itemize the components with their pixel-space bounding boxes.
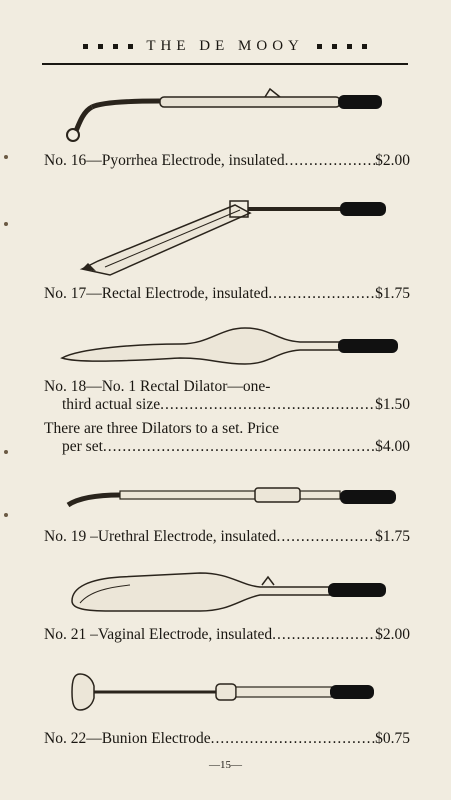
ornament-square: [98, 44, 103, 49]
set-price: $4.00: [375, 438, 410, 455]
ornament-square: [128, 44, 133, 49]
item-name: No. 22—Bunion Electrode: [44, 730, 211, 747]
set-caption: [44, 420, 410, 438]
page-number: —15—: [209, 759, 242, 771]
item-name: No. 16—Pyorrhea Electrode, insulated: [44, 152, 285, 169]
pyorrhea-electrode-illustration: [0, 85, 451, 155]
set-caption-continued: [62, 438, 410, 456]
bunion-electrode-illustration: [0, 668, 451, 718]
item-price: $2.00: [375, 152, 410, 169]
item-price: $2.00: [375, 626, 410, 643]
item-caption: [44, 528, 410, 546]
margin-mark: [4, 450, 8, 454]
item-name: No. 17—Rectal Electrode, insulated: [44, 285, 269, 302]
vaginal-electrode-illustration: [0, 565, 451, 620]
ornament-square: [362, 44, 367, 49]
item-caption: [44, 378, 410, 396]
rectal-dilator-illustration: [0, 318, 451, 373]
ornament-square: [332, 44, 337, 49]
item-name-continued: third actual size: [62, 396, 161, 413]
ornament-square: [347, 44, 352, 49]
item-caption: [44, 626, 410, 644]
dot-leader: [211, 730, 376, 748]
dot-leader: [276, 528, 375, 546]
item-price: $1.50: [375, 396, 410, 413]
ornament-square: [317, 44, 322, 49]
dot-leader: [285, 152, 376, 170]
item-name: No. 18—No. 1 Rectal Dilator—one-: [44, 378, 271, 395]
item-caption-continued: [62, 396, 410, 414]
dot-leader: [160, 396, 375, 414]
urethral-electrode-illustration: [0, 475, 451, 520]
set-description: There are three Dilators to a set. Price: [44, 420, 279, 437]
item-name: No. 21 –Vaginal Electrode, insulated: [44, 626, 273, 643]
item-caption: [44, 152, 410, 170]
dot-leader: [272, 626, 375, 644]
header-title: THE DE MOOY: [146, 38, 304, 54]
item-caption: [44, 730, 410, 748]
item-price: $1.75: [375, 528, 410, 545]
item-name: No. 19 –Urethral Electrode, insulated: [44, 528, 277, 545]
margin-mark: [4, 155, 8, 159]
rectal-electrode-illustration: [0, 195, 451, 285]
header-rule: [42, 63, 408, 65]
dot-leader: [103, 438, 375, 456]
dot-leader: [268, 285, 375, 303]
item-price: $1.75: [375, 285, 410, 302]
set-description-continued: per set: [62, 438, 103, 455]
item-price: $0.75: [375, 730, 410, 747]
running-header: [42, 38, 408, 55]
ornament-square: [83, 44, 88, 49]
item-caption: [44, 285, 410, 303]
ornament-square: [113, 44, 118, 49]
